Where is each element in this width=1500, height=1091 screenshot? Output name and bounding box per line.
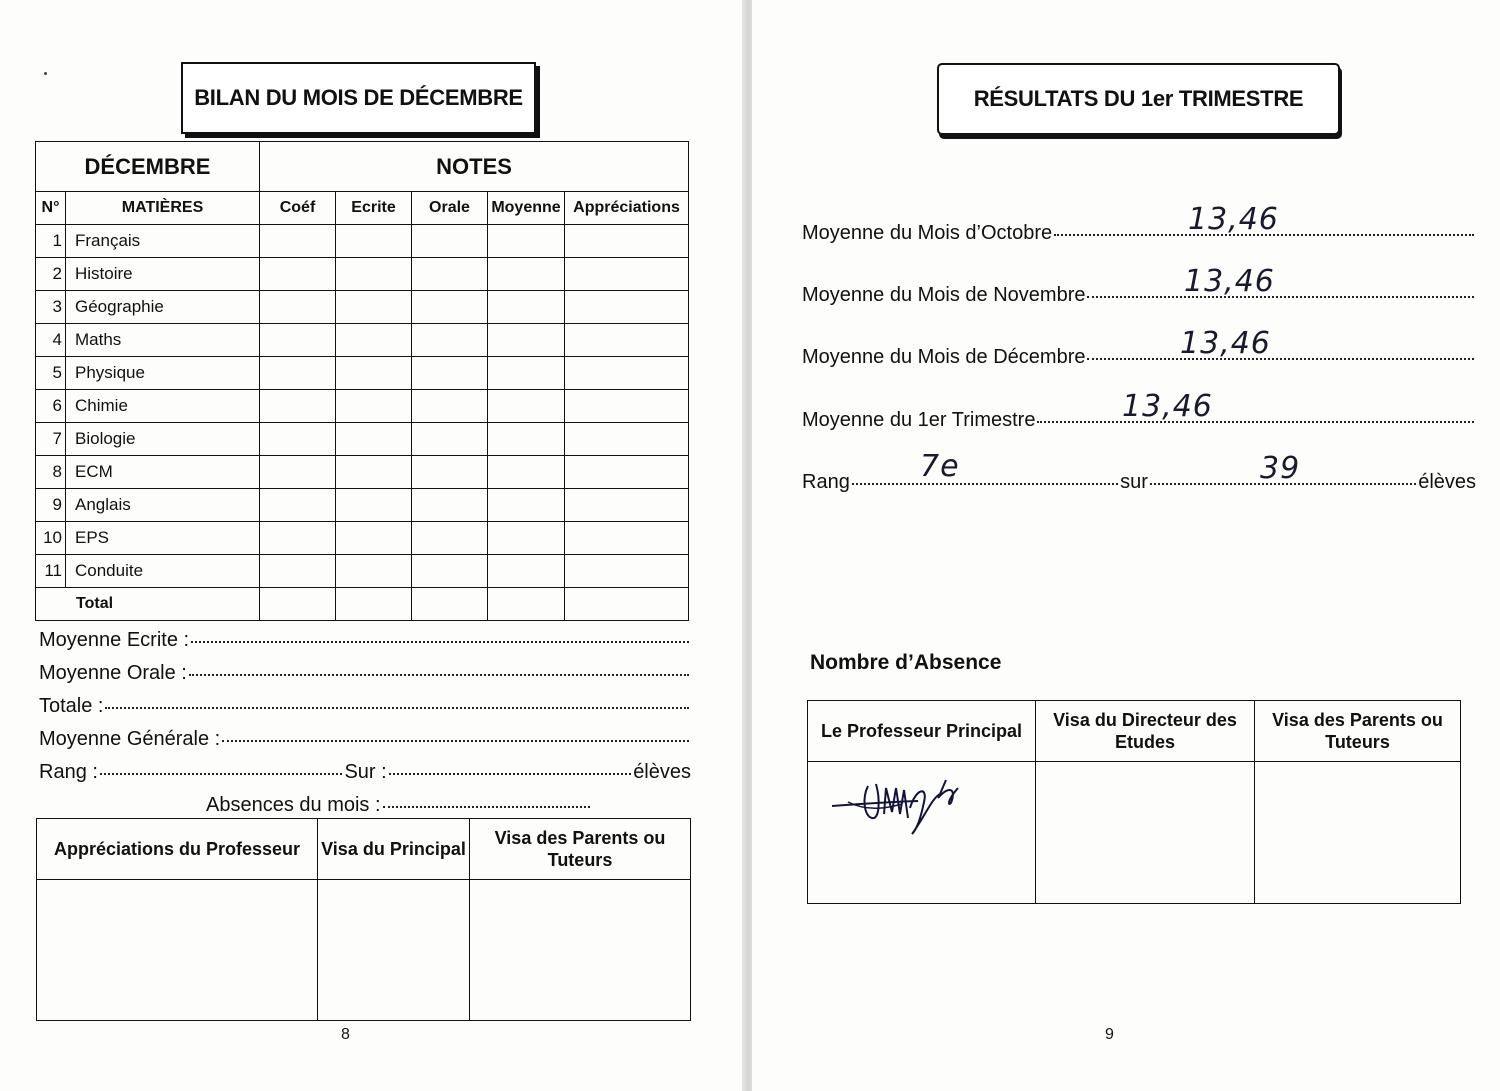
eleves-label: élèves xyxy=(633,761,691,783)
page-number-right: 9 xyxy=(1105,1026,1114,1043)
coef-cell xyxy=(260,225,336,258)
orale-cell xyxy=(412,423,488,456)
subject-name: Français xyxy=(66,225,260,258)
rang-result-line xyxy=(802,449,1477,494)
coef-cell xyxy=(260,258,336,291)
ecrite-cell xyxy=(336,555,412,588)
right-page xyxy=(752,0,1500,1091)
subject-row xyxy=(36,423,689,456)
subject-row xyxy=(36,522,689,555)
subject-row xyxy=(36,555,689,588)
row-number: 5 xyxy=(36,357,66,390)
appreciation-cell xyxy=(565,225,689,258)
eleves-result-label: élèves xyxy=(1418,471,1477,493)
row-number: 6 xyxy=(36,390,66,423)
subject-row xyxy=(36,489,689,522)
rang-label: Rang : xyxy=(39,761,98,783)
moyenne-generale-line xyxy=(39,728,691,751)
orale-cell xyxy=(412,522,488,555)
totale-line xyxy=(39,695,691,718)
page-number-left: 8 xyxy=(341,1026,350,1043)
sur-result-label: sur xyxy=(1120,471,1148,493)
trimestre-value: 13,46 xyxy=(1122,389,1213,424)
subject-row xyxy=(36,456,689,489)
total-orale-cell xyxy=(412,588,488,621)
subject-name: Maths xyxy=(66,324,260,357)
total-appreciations-cell xyxy=(565,588,689,621)
col-ecrite-header: Ecrite xyxy=(336,192,412,225)
coef-cell xyxy=(260,291,336,324)
moyenne-generale-label: Moyenne Générale : xyxy=(39,728,221,750)
total-ecrite-cell xyxy=(336,588,412,621)
coef-cell xyxy=(260,522,336,555)
total-moyenne-cell xyxy=(488,588,565,621)
trimestre-line xyxy=(802,389,1476,432)
handwritten-signature xyxy=(828,768,978,848)
subject-row xyxy=(36,390,689,423)
moyenne-cell xyxy=(488,390,565,423)
moyenne-cell xyxy=(488,324,565,357)
rang-value: 7e xyxy=(920,449,960,484)
moyenne-cell xyxy=(488,291,565,324)
absences-line xyxy=(206,794,592,817)
ecrite-cell xyxy=(336,324,412,357)
orale-cell xyxy=(412,324,488,357)
moyenne-cell xyxy=(488,423,565,456)
novembre-line xyxy=(802,264,1476,307)
moyenne-cell xyxy=(488,555,565,588)
appreciation-cell xyxy=(565,291,689,324)
grades-table xyxy=(35,141,689,621)
coef-cell xyxy=(260,489,336,522)
ecrite-cell xyxy=(336,423,412,456)
coef-cell xyxy=(260,456,336,489)
orale-cell xyxy=(412,489,488,522)
moyenne-ecrite-label: Moyenne Ecrite : xyxy=(39,629,190,651)
page-title-left: BILAN DU MOIS DE DÉCEMBRE xyxy=(181,62,536,134)
subject-name: Anglais xyxy=(66,489,260,522)
moyenne-orale-line xyxy=(39,662,691,685)
appreciation-cell xyxy=(565,324,689,357)
professeur-principal-header: Le Professeur Principal xyxy=(808,701,1036,762)
orale-cell xyxy=(412,258,488,291)
sur-label: Sur : xyxy=(344,761,387,783)
visa-table-left xyxy=(36,818,691,1021)
subject-row xyxy=(36,291,689,324)
coef-cell xyxy=(260,324,336,357)
visa-directeur-header: Visa du Directeur des Etudes xyxy=(1036,701,1255,762)
page-title-right: RÉSULTATS DU 1er TRIMESTRE xyxy=(937,63,1340,135)
principal-signature-cell xyxy=(318,880,470,1021)
total-coef-cell xyxy=(260,588,336,621)
moyenne-cell xyxy=(488,522,565,555)
orale-cell xyxy=(412,225,488,258)
visa-parents-header-left: Visa des Parents ou Tuteurs xyxy=(470,819,691,880)
appreciation-cell xyxy=(565,456,689,489)
ecrite-cell xyxy=(336,258,412,291)
directeur-signature-cell xyxy=(1036,762,1255,904)
appreciation-cell xyxy=(565,258,689,291)
appreciation-cell xyxy=(565,522,689,555)
subject-name: Physique xyxy=(66,357,260,390)
orale-cell xyxy=(412,390,488,423)
octobre-label: Moyenne du Mois d’Octobre xyxy=(802,222,1053,244)
subject-row xyxy=(36,357,689,390)
parents-signature-cell-left xyxy=(470,880,691,1021)
moyenne-cell xyxy=(488,489,565,522)
col-moyenne-header: Moyenne xyxy=(488,192,565,225)
coef-cell xyxy=(260,423,336,456)
subject-name: Géographie xyxy=(66,291,260,324)
row-number: 4 xyxy=(36,324,66,357)
orale-cell xyxy=(412,555,488,588)
total-label: Total xyxy=(36,588,260,621)
absences-label: Absences du mois : xyxy=(206,794,381,816)
moyenne-orale-label: Moyenne Orale : xyxy=(39,662,187,684)
professeur-signature-cell xyxy=(808,762,1036,904)
orale-cell xyxy=(412,291,488,324)
visa-parents-header-right: Visa des Parents ou Tuteurs xyxy=(1255,701,1461,762)
subject-name: Chimie xyxy=(66,390,260,423)
visa-principal-header: Visa du Principal xyxy=(318,819,470,880)
subject-name: Biologie xyxy=(66,423,260,456)
subject-row xyxy=(36,225,689,258)
coef-cell xyxy=(260,357,336,390)
col-subjects-header: MATIÈRES xyxy=(66,192,260,225)
orale-cell xyxy=(412,357,488,390)
ecrite-cell xyxy=(336,489,412,522)
row-number: 11 xyxy=(36,555,66,588)
orale-cell xyxy=(412,456,488,489)
col-appreciations-header: Appréciations xyxy=(565,192,689,225)
col-number-header: N° xyxy=(36,192,66,225)
moyenne-cell xyxy=(488,225,565,258)
decembre-label: Moyenne du Mois de Décembre xyxy=(802,346,1086,368)
appreciation-cell xyxy=(565,555,689,588)
ecrite-cell xyxy=(336,291,412,324)
appreciation-cell xyxy=(565,390,689,423)
trimestre-label: Moyenne du 1er Trimestre xyxy=(802,409,1036,431)
subject-row xyxy=(36,258,689,291)
ecrite-cell xyxy=(336,357,412,390)
row-number: 9 xyxy=(36,489,66,522)
subject-name: EPS xyxy=(66,522,260,555)
octobre-value: 13,46 xyxy=(1188,202,1279,237)
row-number: 8 xyxy=(36,456,66,489)
appreciations-professeur-header: Appréciations du Professeur xyxy=(37,819,318,880)
notes-header: NOTES xyxy=(260,142,689,192)
col-orale-header: Orale xyxy=(412,192,488,225)
coef-cell xyxy=(260,390,336,423)
appreciation-cell xyxy=(565,489,689,522)
paper-speck xyxy=(44,72,47,75)
totale-label: Totale : xyxy=(39,695,104,717)
absence-heading: Nombre d’Absence xyxy=(810,651,1002,674)
total-row xyxy=(36,588,689,621)
moyenne-cell xyxy=(488,258,565,291)
moyenne-cell xyxy=(488,456,565,489)
subject-row xyxy=(36,324,689,357)
coef-cell xyxy=(260,555,336,588)
novembre-value: 13,46 xyxy=(1184,264,1275,299)
visa-table-right xyxy=(807,700,1461,904)
moyenne-cell xyxy=(488,357,565,390)
row-number: 1 xyxy=(36,225,66,258)
parents-signature-cell-right xyxy=(1255,762,1461,904)
novembre-label: Moyenne du Mois de Novembre xyxy=(802,284,1086,306)
appreciation-cell xyxy=(565,357,689,390)
ecrite-cell xyxy=(336,522,412,555)
decembre-value: 13,46 xyxy=(1180,326,1271,361)
row-number: 10 xyxy=(36,522,66,555)
ecrite-cell xyxy=(336,456,412,489)
decembre-line xyxy=(802,326,1476,369)
moyenne-ecrite-line xyxy=(39,629,691,652)
row-number: 7 xyxy=(36,423,66,456)
row-number: 2 xyxy=(36,258,66,291)
rang-line xyxy=(39,761,691,784)
row-number: 3 xyxy=(36,291,66,324)
octobre-line xyxy=(802,202,1476,245)
sur-value: 39 xyxy=(1260,451,1301,486)
appreciation-cell xyxy=(565,423,689,456)
col-coef-header: Coéf xyxy=(260,192,336,225)
ecrite-cell xyxy=(336,390,412,423)
subject-name: Histoire xyxy=(66,258,260,291)
appreciations-cell xyxy=(37,880,318,1021)
subject-name: ECM xyxy=(66,456,260,489)
left-page xyxy=(0,0,748,1091)
subject-name: Conduite xyxy=(66,555,260,588)
rang-result-label: Rang xyxy=(802,471,850,493)
ecrite-cell xyxy=(336,225,412,258)
month-header: DÉCEMBRE xyxy=(36,142,260,192)
